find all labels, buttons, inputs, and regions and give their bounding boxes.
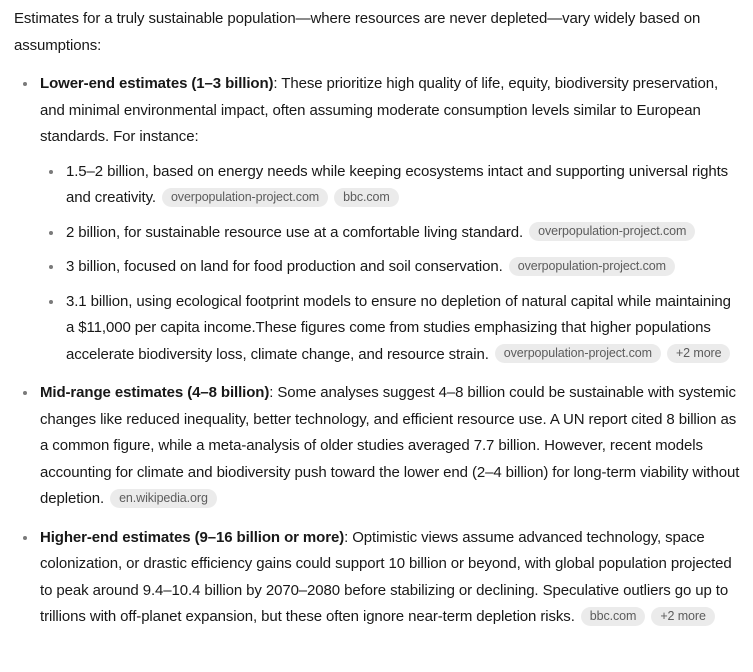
citation-pill[interactable]: overpopulation-project.com [509, 257, 675, 276]
bullet-icon [49, 231, 53, 235]
list-item-body: : These prioritize high quality of life, equity, biodiversity preservation, and minimal environmental impact, often assuming moderate consumption levels similar to European standards. For instance: [40, 75, 719, 145]
list-item-body: 3 billion, focused on land for food production and soil conservation. [66, 258, 503, 275]
list-item-body: 2 billion, for sustainable resource use at a comfortable living standard. [66, 223, 524, 241]
list-item-text [66, 293, 731, 363]
list-item [14, 525, 743, 631]
list-item-heading: Mid-range estimates (4–8 billion) [40, 384, 270, 401]
bullet-icon [49, 265, 53, 269]
citation-pill[interactable]: overpopulation-project.com [495, 344, 661, 363]
list-item-text [66, 163, 728, 207]
sub-list-item [40, 289, 743, 369]
citation-pill[interactable]: overpopulation-project.com [162, 188, 328, 207]
bullet-icon [23, 391, 27, 395]
bullet-list [14, 71, 743, 631]
list-item [14, 71, 743, 368]
sub-list-item [40, 159, 743, 212]
bullet-icon [49, 170, 53, 174]
list-item-heading: Lower-end estimates (1–3 billion) [40, 75, 274, 92]
sub-list-item [40, 220, 743, 247]
list-item [14, 380, 743, 513]
nested-bullet-list [40, 159, 743, 369]
sub-list-item [40, 254, 743, 281]
citation-pill[interactable]: overpopulation-project.com [529, 222, 695, 241]
list-item-body: : Optimistic views assume advanced technology, space colonization, or drastic efficiency gains could support 10 billion or beyond, with global population projected to peak around 9.4–10.4 billion by 2070–2080 before stabilizing or declining. Speculative outliers go up to trillions with off-planet expansion, but these often ignore near-term depletion risks. [40, 528, 732, 625]
citation-pill[interactable]: en.wikipedia.org [110, 489, 217, 508]
citation-pill[interactable]: bbc.com [581, 607, 646, 626]
list-item-text [66, 258, 675, 275]
list-item-text [40, 75, 718, 145]
citation-pill[interactable]: +2 more [667, 344, 731, 363]
bullet-icon [49, 300, 53, 304]
bullet-icon [23, 82, 27, 86]
list-item-body: : Some analyses suggest 4–8 billion could be sustainable with systemic changes like reduced inequality, better technology, and efficient resource use. A UN report cited 8 billion as a common figure, while a meta-analysis of older studies averaged 7.7 billion. However, recent models accounting for climate and biodiversity push toward the lower end (2–4 billion) for long-term viability without depletion. [40, 384, 740, 507]
bullet-icon [23, 536, 27, 540]
list-item-text [40, 384, 739, 507]
list-item-heading: Higher-end estimates (9–16 billion or more) [40, 528, 345, 546]
list-item-text [66, 224, 695, 241]
citation-pill[interactable]: +2 more [651, 607, 715, 626]
list-item-body: 1.5–2 billion, based on energy needs while keeping ecosystems intact and supporting universal rights and creativity. [66, 162, 729, 206]
intro-paragraph: Estimates for a truly sustainable population—where resources are never depleted—vary widely based on assumptions: [14, 10, 701, 54]
list-item-text [40, 529, 732, 626]
citation-pill[interactable]: bbc.com [334, 188, 399, 207]
list-item-body: 3.1 billion, using ecological footprint models to ensure no depletion of natural capital while maintaining a $11,000 per capita income.These figures come from studies emphasizing that higher populations accelerate biodiversity loss, climate change, and resource strain. [66, 292, 731, 363]
